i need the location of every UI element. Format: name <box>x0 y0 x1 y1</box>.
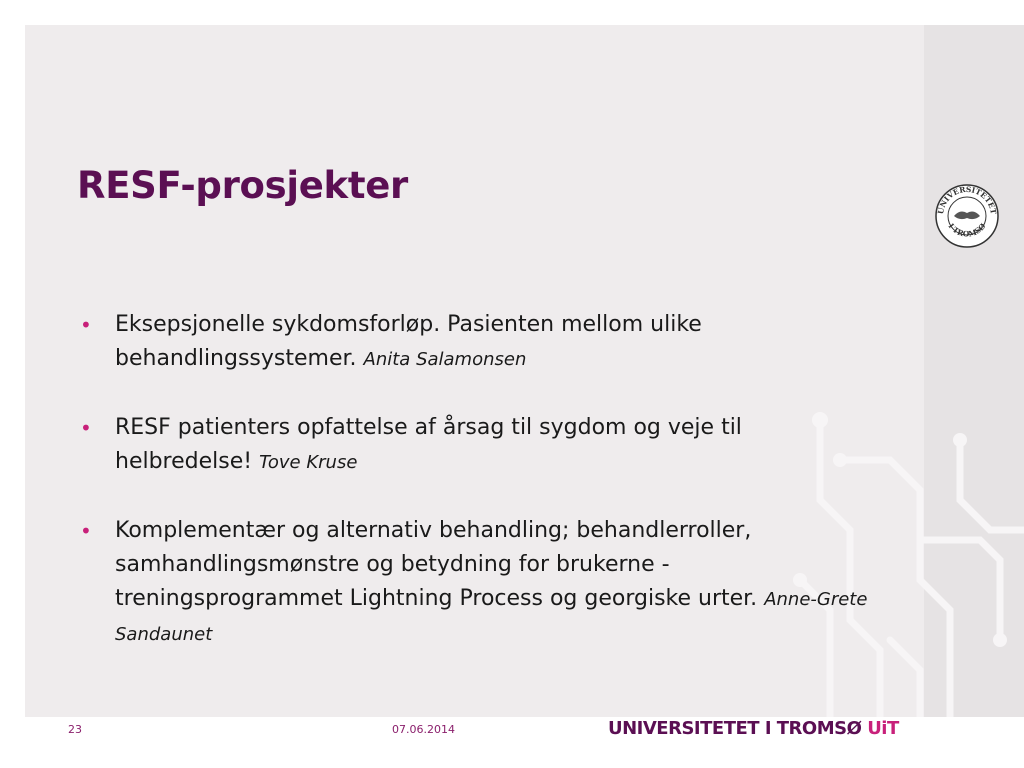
bullet-item <box>77 308 877 377</box>
bullet-author: Tove Kruse <box>259 452 358 473</box>
bullet-dot-icon: • <box>80 313 92 337</box>
page-number: 23 <box>68 723 82 736</box>
slide-title: RESF-prosjekter <box>77 164 408 207</box>
seal-text-bottom: I TROMSØ <box>946 221 988 239</box>
bullet-dot-icon: • <box>80 519 92 543</box>
university-seal-logo <box>934 183 1000 249</box>
brand-suffix-text: UiT <box>867 718 899 739</box>
brand-main-text: UNIVERSITETET I TROMSØ <box>608 718 862 739</box>
bullet-dot-icon: • <box>80 416 92 440</box>
bullet-text: RESF patienters opfattelse af årsag til sygdom og veje til helbredelse! <box>115 415 742 474</box>
seal-text-top: UNIVERSITETET <box>935 184 999 215</box>
bullet-text: Komplementær og alternativ behandling; behandlerroller, samhandlingsmønstre og betydning for brukerne - treningsprogrammet Lightning Process og georgiske urter. <box>115 518 758 611</box>
bullet-text: Eksepsjonelle sykdomsforløp. Pasienten mellom ulike behandlingssystemer. <box>115 312 702 371</box>
university-brand-logo <box>608 718 899 739</box>
bullet-item <box>77 514 877 652</box>
bullet-list <box>77 308 877 686</box>
bullet-item <box>77 411 877 480</box>
slide-date: 07.06.2014 <box>392 723 455 736</box>
bullet-author: Anita Salamonsen <box>363 349 527 370</box>
bullet-author: Anne-Grete Sandaunet <box>115 589 868 645</box>
